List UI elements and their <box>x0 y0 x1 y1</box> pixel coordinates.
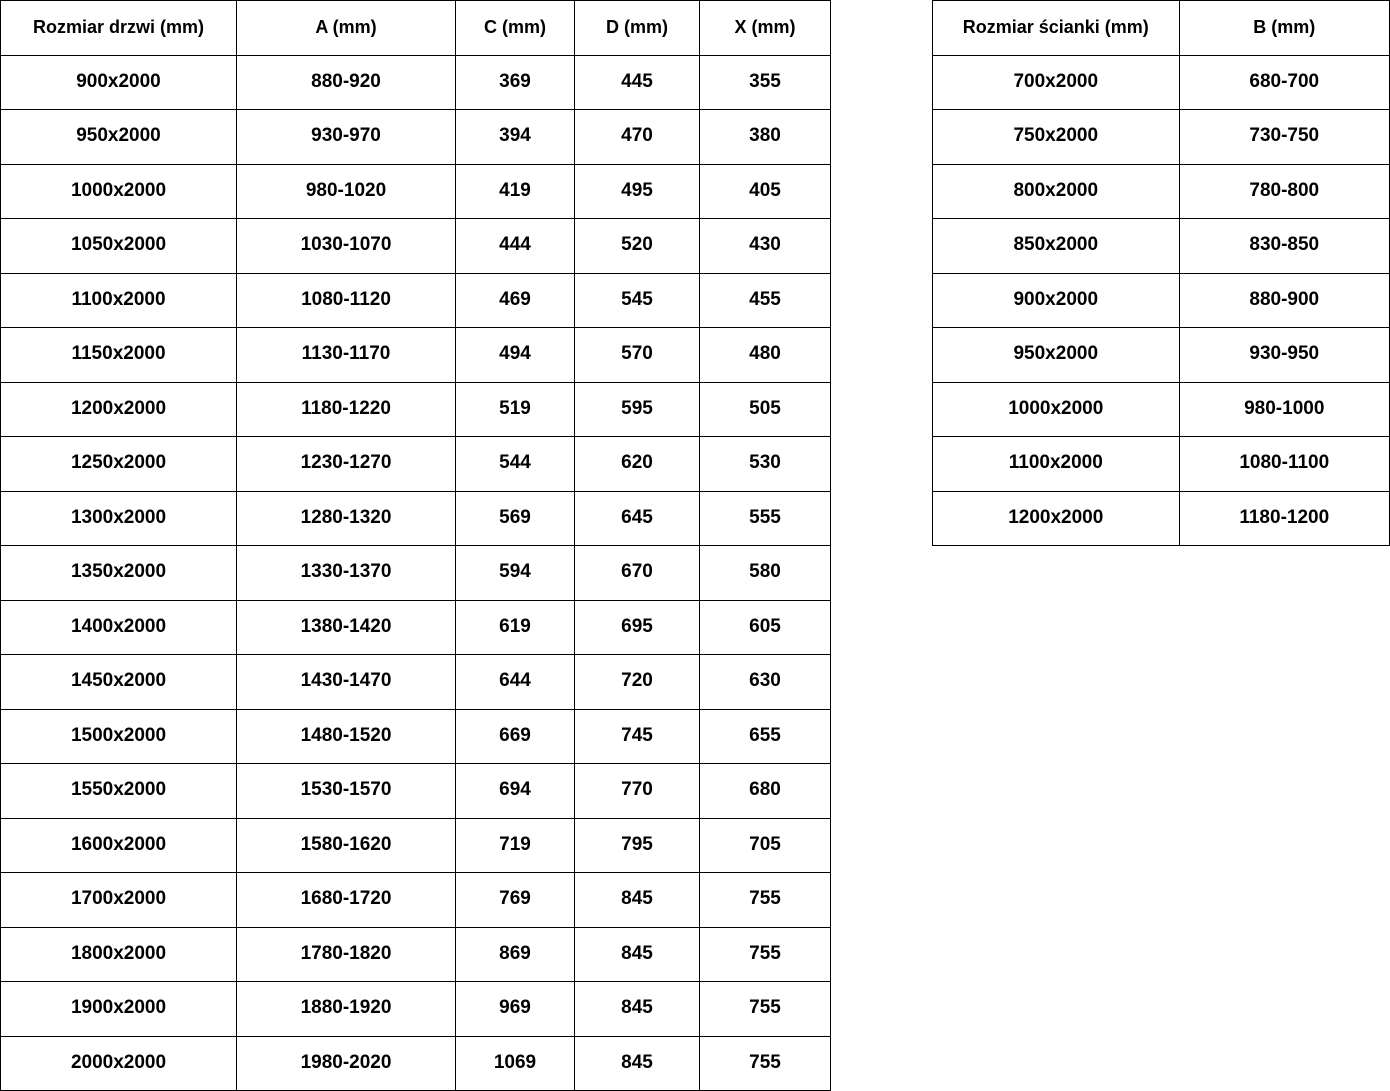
table-row <box>933 328 1390 383</box>
doors_table-cell: 1130-1170 <box>237 328 456 383</box>
doors_table-cell: 495 <box>575 164 700 219</box>
doors_table-cell: 1180-1220 <box>237 382 456 437</box>
wall_table-cell: 750x2000 <box>933 110 1180 165</box>
doors_table-cell: 705 <box>700 818 831 873</box>
doors_table-cell: 1680-1720 <box>237 873 456 928</box>
table-row <box>1 600 831 655</box>
doors_table-cell: 1880-1920 <box>237 982 456 1037</box>
doors_table-cell: 755 <box>700 982 831 1037</box>
column-header-b: B (mm) <box>1179 1 1389 56</box>
doors_table-cell: 755 <box>700 927 831 982</box>
wall_table-cell: 730-750 <box>1179 110 1389 165</box>
doors_table-cell: 1069 <box>456 1036 575 1091</box>
doors_table-cell: 555 <box>700 491 831 546</box>
doors_table-cell: 355 <box>700 55 831 110</box>
doors_table-cell: 569 <box>456 491 575 546</box>
column-header-c: C (mm) <box>456 1 575 56</box>
doors_table-cell: 2000x2000 <box>1 1036 237 1091</box>
door-size-table-body <box>1 55 831 1091</box>
doors_table-cell: 470 <box>575 110 700 165</box>
doors_table-cell: 645 <box>575 491 700 546</box>
table-row <box>1 328 831 383</box>
doors_table-cell: 755 <box>700 1036 831 1091</box>
table-row <box>1 273 831 328</box>
doors_table-cell: 680 <box>700 764 831 819</box>
doors_table-cell: 519 <box>456 382 575 437</box>
doors_table-cell: 630 <box>700 655 831 710</box>
table-row <box>1 655 831 710</box>
wall_table-cell: 1200x2000 <box>933 491 1180 546</box>
doors_table-cell: 530 <box>700 437 831 492</box>
doors_table-cell: 620 <box>575 437 700 492</box>
doors_table-cell: 505 <box>700 382 831 437</box>
doors_table-cell: 930-970 <box>237 110 456 165</box>
table-header-row <box>933 1 1390 56</box>
doors_table-cell: 1550x2000 <box>1 764 237 819</box>
table-row <box>1 764 831 819</box>
doors_table-cell: 1330-1370 <box>237 546 456 601</box>
wall-size-table-header <box>933 1 1390 56</box>
wall_table-cell: 900x2000 <box>933 273 1180 328</box>
doors_table-cell: 369 <box>456 55 575 110</box>
doors_table-cell: 1250x2000 <box>1 437 237 492</box>
doors_table-cell: 755 <box>700 873 831 928</box>
table-row <box>1 1036 831 1091</box>
doors_table-cell: 1800x2000 <box>1 927 237 982</box>
doors_table-cell: 980-1020 <box>237 164 456 219</box>
wall_table-cell: 780-800 <box>1179 164 1389 219</box>
doors_table-cell: 900x2000 <box>1 55 237 110</box>
doors_table-cell: 1450x2000 <box>1 655 237 710</box>
wall_table-cell: 830-850 <box>1179 219 1389 274</box>
table-row <box>1 164 831 219</box>
column-header-x: X (mm) <box>700 1 831 56</box>
wall_table-cell: 880-900 <box>1179 273 1389 328</box>
doors_table-cell: 1150x2000 <box>1 328 237 383</box>
doors_table-cell: 545 <box>575 273 700 328</box>
doors_table-cell: 745 <box>575 709 700 764</box>
table-row <box>1 873 831 928</box>
wall_table-cell: 1180-1200 <box>1179 491 1389 546</box>
doors_table-cell: 619 <box>456 600 575 655</box>
doors_table-cell: 444 <box>456 219 575 274</box>
doors_table-cell: 1350x2000 <box>1 546 237 601</box>
doors_table-cell: 719 <box>456 818 575 873</box>
column-header-wall-size: Rozmiar ścianki (mm) <box>933 1 1180 56</box>
table-row <box>1 546 831 601</box>
doors_table-cell: 1380-1420 <box>237 600 456 655</box>
doors_table-cell: 1080-1120 <box>237 273 456 328</box>
table-row <box>933 437 1390 492</box>
table-header-row <box>1 1 831 56</box>
doors_table-cell: 655 <box>700 709 831 764</box>
doors_table-cell: 795 <box>575 818 700 873</box>
doors_table-cell: 880-920 <box>237 55 456 110</box>
table-row <box>1 709 831 764</box>
doors_table-cell: 770 <box>575 764 700 819</box>
doors_table-cell: 544 <box>456 437 575 492</box>
doors_table-cell: 1480-1520 <box>237 709 456 764</box>
table-row <box>1 55 831 110</box>
doors_table-cell: 845 <box>575 1036 700 1091</box>
table-row <box>1 491 831 546</box>
doors_table-cell: 845 <box>575 982 700 1037</box>
wall_table-cell: 800x2000 <box>933 164 1180 219</box>
column-header-a: A (mm) <box>237 1 456 56</box>
doors_table-cell: 1530-1570 <box>237 764 456 819</box>
table-row <box>1 110 831 165</box>
table-row <box>1 219 831 274</box>
doors_table-cell: 869 <box>456 927 575 982</box>
wall-size-table <box>932 0 1390 546</box>
doors_table-cell: 394 <box>456 110 575 165</box>
doors_table-cell: 1230-1270 <box>237 437 456 492</box>
doors_table-cell: 405 <box>700 164 831 219</box>
table-row <box>933 382 1390 437</box>
table-row <box>1 818 831 873</box>
doors_table-cell: 380 <box>700 110 831 165</box>
table-row <box>1 382 831 437</box>
doors_table-cell: 480 <box>700 328 831 383</box>
table-row <box>933 273 1390 328</box>
doors_table-cell: 644 <box>456 655 575 710</box>
wall_table-cell: 1000x2000 <box>933 382 1180 437</box>
doors_table-cell: 419 <box>456 164 575 219</box>
wall_table-cell: 850x2000 <box>933 219 1180 274</box>
doors_table-cell: 695 <box>575 600 700 655</box>
wall_table-cell: 1080-1100 <box>1179 437 1389 492</box>
doors_table-cell: 1600x2000 <box>1 818 237 873</box>
doors_table-cell: 570 <box>575 328 700 383</box>
table-row <box>933 491 1390 546</box>
doors_table-cell: 1700x2000 <box>1 873 237 928</box>
doors_table-cell: 1780-1820 <box>237 927 456 982</box>
table-row <box>933 55 1390 110</box>
doors_table-cell: 1430-1470 <box>237 655 456 710</box>
doors_table-cell: 1500x2000 <box>1 709 237 764</box>
wall_table-cell: 930-950 <box>1179 328 1389 383</box>
door-size-table-header <box>1 1 831 56</box>
doors_table-cell: 769 <box>456 873 575 928</box>
table-row <box>1 982 831 1037</box>
wall-size-table-body <box>933 55 1390 546</box>
doors_table-cell: 1200x2000 <box>1 382 237 437</box>
doors_table-cell: 1300x2000 <box>1 491 237 546</box>
doors_table-cell: 845 <box>575 873 700 928</box>
column-header-d: D (mm) <box>575 1 700 56</box>
doors_table-cell: 845 <box>575 927 700 982</box>
wall_table-cell: 950x2000 <box>933 328 1180 383</box>
doors_table-cell: 1900x2000 <box>1 982 237 1037</box>
doors_table-cell: 694 <box>456 764 575 819</box>
doors_table-cell: 720 <box>575 655 700 710</box>
doors_table-cell: 1280-1320 <box>237 491 456 546</box>
table-row <box>933 219 1390 274</box>
wall_table-cell: 700x2000 <box>933 55 1180 110</box>
table-row <box>933 164 1390 219</box>
doors_table-cell: 1000x2000 <box>1 164 237 219</box>
doors_table-cell: 1030-1070 <box>237 219 456 274</box>
doors_table-cell: 520 <box>575 219 700 274</box>
doors_table-cell: 494 <box>456 328 575 383</box>
doors_table-cell: 594 <box>456 546 575 601</box>
doors_table-cell: 1580-1620 <box>237 818 456 873</box>
doors_table-cell: 430 <box>700 219 831 274</box>
column-header-door-size: Rozmiar drzwi (mm) <box>1 1 237 56</box>
doors_table-cell: 595 <box>575 382 700 437</box>
doors_table-cell: 1100x2000 <box>1 273 237 328</box>
doors_table-cell: 605 <box>700 600 831 655</box>
doors_table-cell: 1050x2000 <box>1 219 237 274</box>
doors_table-cell: 669 <box>456 709 575 764</box>
doors_table-cell: 1980-2020 <box>237 1036 456 1091</box>
wall_table-cell: 980-1000 <box>1179 382 1389 437</box>
doors_table-cell: 469 <box>456 273 575 328</box>
doors_table-cell: 580 <box>700 546 831 601</box>
table-row <box>1 437 831 492</box>
doors_table-cell: 670 <box>575 546 700 601</box>
table-row <box>1 927 831 982</box>
table-row <box>933 110 1390 165</box>
doors_table-cell: 1400x2000 <box>1 600 237 655</box>
doors_table-cell: 455 <box>700 273 831 328</box>
doors_table-cell: 969 <box>456 982 575 1037</box>
wall_table-cell: 1100x2000 <box>933 437 1180 492</box>
wall_table-cell: 680-700 <box>1179 55 1389 110</box>
doors_table-cell: 445 <box>575 55 700 110</box>
doors_table-cell: 950x2000 <box>1 110 237 165</box>
